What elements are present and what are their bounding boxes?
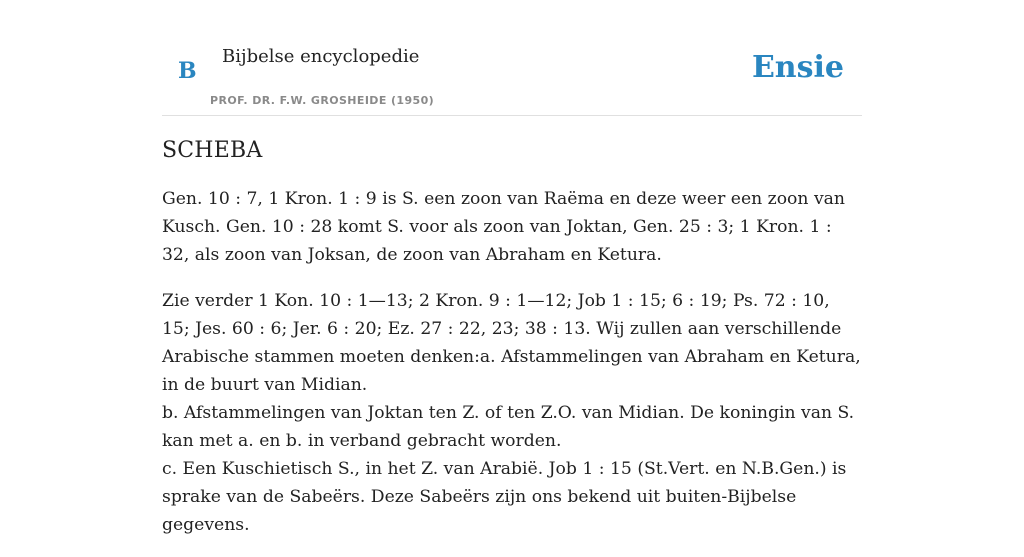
ensie-logo-link[interactable]: Ensie (751, 50, 844, 85)
book-logo[interactable]: B (178, 58, 197, 84)
entry-paragraph-2 (162, 287, 862, 539)
entry-paragraph-1: Gen. 10 : 7, 1 Kron. 1 : 9 is S. een zoon van Raëma en deze weer een zoon van Kusch. Gen. 10 : 28 komt S. voor als zoon van Joktan, Gen. 25 : 3; 1 Kron. 1 : 32, als zoon van Joksan, de zoon van Abraham en Ketura. (162, 189, 845, 265)
entry-content (162, 138, 862, 557)
list-item-c: c. Een Kuschietisch S., in het Z. van Arabië. Job 1 : 15 (St.Vert. en N.B.Gen.) is sprake van de Sabeërs. Deze Sabeërs zijn ons bekend uit buiten-Bijbelse gegevens. (162, 459, 847, 535)
entry-title: SCHEBA (162, 138, 263, 163)
book-author: PROF. DR. F.W. GROSHEIDE (1950) (210, 94, 435, 107)
book-header (162, 30, 862, 116)
paragraph-intro: Zie verder 1 Kon. 10 : 1—13; 2 Kron. 9 : 1—12; Job 1 : 15; 6 : 19; Ps. 72 : 10, 15; Jes. 60 : 6; Jer. 6 : 20; Ez. 27 : 22, 23; 38 : 13. Wij zullen aan verschillende Arabische stammen moeten denken:a. Afstammelingen van Abraham en Ketura, in de buurt van Midian. (162, 291, 861, 395)
list-item-b: b. Afstammelingen van Joktan ten Z. of ten Z.O. van Midian. De koningin van S. kan met a. en b. in verband gebracht worden. (162, 403, 855, 451)
book-title[interactable]: Bijbelse encyclopedie (222, 46, 420, 67)
